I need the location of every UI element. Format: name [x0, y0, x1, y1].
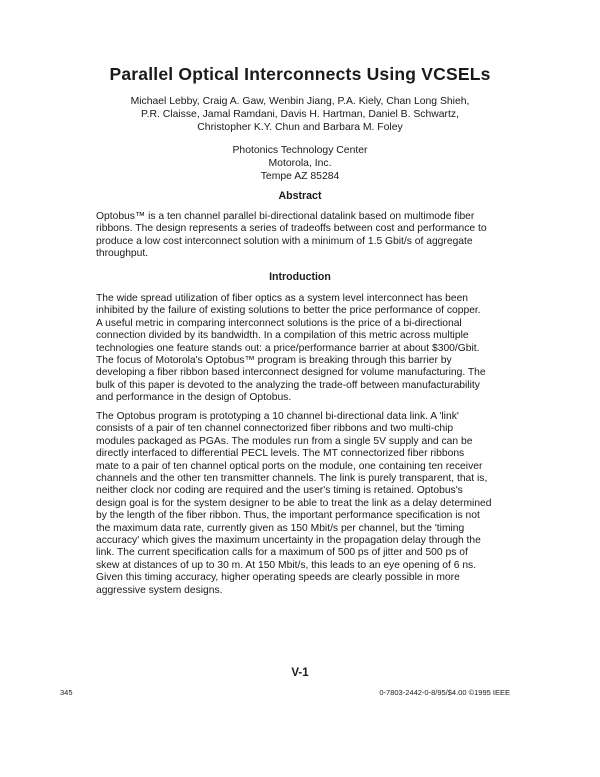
text-line: Given this timing accuracy, higher operating speeds are clearly possible in more: [96, 572, 460, 584]
author-line: P.R. Claisse, Jamal Ramdani, Davis H. Hartman, Daniel B. Schwartz,: [141, 109, 459, 120]
text-line: channels and the other ten transmitter channels. The link is purely transparent, that is,: [96, 473, 488, 485]
text-line: skew at distances of up to 30 m. At 150 Mbit/s, this leads to an eye opening of 6 ns.: [96, 559, 477, 571]
page-number: 345: [60, 688, 73, 697]
text-line: connection divided by its bandwidth. In a compilation of this metric across multiple: [96, 330, 469, 342]
introduction-paragraph-2: [96, 411, 524, 597]
author-list: [40, 95, 560, 134]
affiliation-line: Motorola, Inc.: [268, 158, 332, 169]
text-line: the maximum data rate, currently given as 150 Mbit/s per channel, but the 'timing: [96, 522, 465, 534]
introduction-heading: Introduction: [269, 271, 331, 283]
text-line: modules packaged as PGAs. The modules run from a single 5V supply and can be: [96, 435, 473, 447]
text-line: The focus of Motorola's Optobus™ program is breaking through this barrier by: [96, 355, 452, 367]
affiliation: [40, 144, 560, 183]
text-line: design goal is for the system designer to be able to treat the link as a delay determined: [96, 497, 492, 509]
text-line: by the length of the fiber ribbon. Thus, the important performance specification is not: [96, 510, 480, 522]
text-line: bulk of this paper is devoted to the analyzing the trade-off between manufacturability: [96, 379, 480, 391]
section-page-mark: V-1: [291, 667, 309, 679]
text-line: consists of a pair of ten channel connectorized fiber ribbons and two multi-chip: [96, 423, 454, 435]
affiliation-line: Tempe AZ 85284: [260, 171, 340, 182]
text-line: developing a fiber ribbon based interconnect designed for volume manufacturing. The: [96, 367, 486, 379]
text-line: produce a low cost interconnect solution with a minimum of 1.5 Gbit/s of aggregate: [96, 235, 473, 247]
text-line: neither clock nor coding are required and the user's timing is retained. Optobus's: [96, 485, 463, 497]
text-line: inhibited by the failure of existing solutions to better the price performance of copper.: [96, 305, 481, 317]
author-line: Michael Lebby, Craig A. Gaw, Wenbin Jiang, P.A. Kiely, Chan Long Shieh,: [130, 96, 470, 107]
text-line: mate to a pair of ten channel optical ports on the module, one containing ten receiver: [96, 460, 483, 472]
abstract-heading: Abstract: [278, 190, 322, 202]
introduction-paragraph-1: [96, 293, 524, 405]
paper-title: Parallel Optical Interconnects Using VCSELs: [109, 64, 491, 84]
author-line: Christopher K.Y. Chun and Barbara M. Foley: [197, 122, 403, 133]
text-line: technologies one feature stands out: a price/performance barrier at about $300/Gbit.: [96, 342, 480, 354]
affiliation-line: Photonics Technology Center: [232, 145, 368, 156]
copyright-notice: 0-7803-2442-0-8/95/$4.00 ©1995 IEEE: [379, 688, 510, 697]
text-line: A useful metric in comparing interconnect solutions is the price of a bi-directional: [96, 317, 462, 329]
text-line: ribbons. The design represents a series of tradeoffs between cost and performance to: [96, 223, 487, 235]
text-line: link. The current specification calls for a maximum of 500 ps of jitter and 500 ps of: [96, 547, 468, 559]
text-line: Optobus™ is a ten channel parallel bi-directional datalink based on multimode fiber: [96, 211, 475, 222]
text-line: throughput.: [96, 248, 149, 260]
text-line: directly interfaced to differential PECL levels. The MT connectorized fiber ribbons: [96, 448, 465, 460]
abstract-text: [96, 211, 524, 261]
text-line: and performance in the design of Optobus.: [96, 392, 292, 404]
text-line: aggressive system designs.: [96, 584, 223, 596]
text-line: accuracy' which gives the maximum uncertainty in the propagation delay through the: [96, 535, 481, 547]
text-line: The Optobus program is prototyping a 10 channel bi-directional data link. A 'link': [96, 411, 459, 422]
text-line: The wide spread utilization of fiber optics as a system level interconnect has been: [96, 293, 469, 304]
